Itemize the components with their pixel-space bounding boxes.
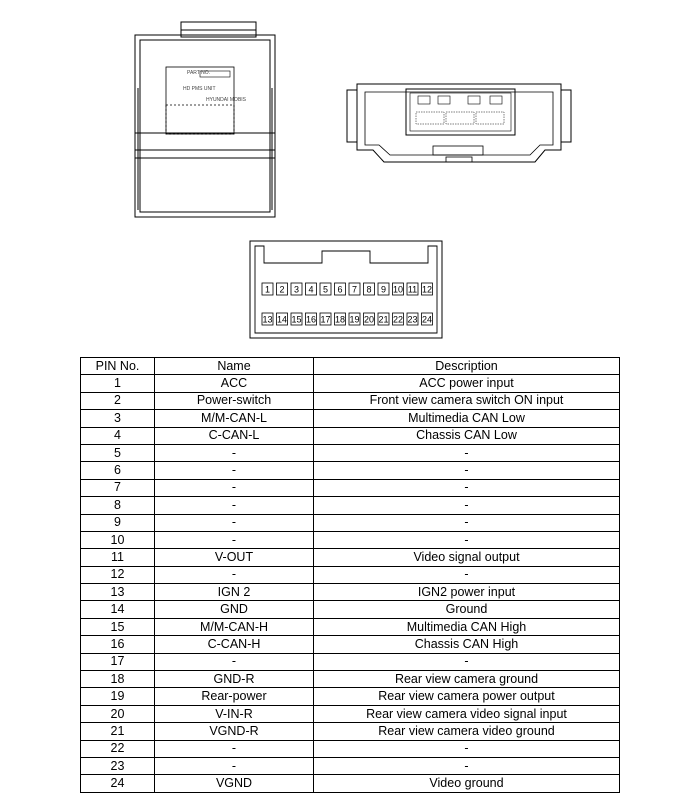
description-cell: Multimedia CAN High (314, 618, 620, 635)
connector-pin (422, 313, 433, 325)
table-row (81, 549, 620, 566)
pin-number: 13 (262, 314, 273, 325)
table-row (81, 723, 620, 740)
pin-number: 14 (276, 314, 288, 325)
name-cell: - (155, 479, 314, 496)
connector-pin (422, 283, 433, 295)
name-cell: VGND (155, 775, 314, 792)
connector-pin (291, 313, 302, 325)
table-row (81, 653, 620, 670)
pin-number: 9 (380, 284, 387, 295)
pin-cell: 19 (81, 688, 155, 705)
table-row (81, 479, 620, 496)
name-cell: C-CAN-H (155, 636, 314, 653)
pin-number: 23 (407, 314, 418, 325)
name-cell: - (155, 514, 314, 531)
name-cell: - (155, 462, 314, 479)
table-row (81, 705, 620, 722)
pin-cell: 9 (81, 514, 155, 531)
description-cell: - (314, 757, 620, 774)
connector-pin (335, 313, 346, 325)
name-cell: - (155, 740, 314, 757)
pin-cell: 4 (81, 427, 155, 444)
part-no-label: PART NO. (187, 70, 211, 76)
connector-top-row (262, 283, 433, 295)
description-cell: - (314, 653, 620, 670)
pin-cell: 8 (81, 497, 155, 514)
connector-pin (335, 283, 346, 295)
name-cell: V-IN-R (155, 705, 314, 722)
pin-number: 2 (279, 284, 285, 295)
pin-number: 5 (322, 284, 329, 295)
pin-cell: 16 (81, 636, 155, 653)
pin-number: 1 (264, 284, 271, 295)
name-cell: - (155, 566, 314, 583)
name-cell: GND (155, 601, 314, 618)
pin-cell: 6 (81, 462, 155, 479)
module-figure (0, 0, 700, 340)
connector-pin (378, 283, 389, 295)
connector-pin (277, 313, 288, 325)
connector-pin (291, 283, 302, 295)
pin-number: 8 (366, 284, 372, 295)
name-cell: Rear-power (155, 688, 314, 705)
table-row (81, 740, 620, 757)
pin-cell: 18 (81, 671, 155, 688)
pin-cell: 5 (81, 444, 155, 461)
table-header-row (81, 358, 620, 375)
pin-number: 22 (392, 314, 404, 325)
name-cell: - (155, 444, 314, 461)
description-cell: - (314, 479, 620, 496)
description-cell: Rear view camera power output (314, 688, 620, 705)
name-cell: GND-R (155, 671, 314, 688)
description-cell: - (314, 531, 620, 548)
description-cell: - (314, 497, 620, 514)
header-name: Name (155, 358, 314, 375)
table-row (81, 671, 620, 688)
table-row (81, 444, 620, 461)
table-row (81, 497, 620, 514)
table-row (81, 514, 620, 531)
pin-cell: 24 (81, 775, 155, 792)
name-cell: M/M-CAN-H (155, 618, 314, 635)
pin-number: 24 (421, 314, 433, 325)
table-row (81, 601, 620, 618)
pin-cell: 3 (81, 410, 155, 427)
pin-cell: 12 (81, 566, 155, 583)
connector-pin (364, 283, 375, 295)
table-row (81, 531, 620, 548)
connector-pin (407, 283, 418, 295)
unit-name-label: HD PMS UNIT (183, 86, 216, 92)
name-cell: C-CAN-L (155, 427, 314, 444)
pin-number: 11 (407, 284, 418, 295)
name-cell: - (155, 653, 314, 670)
maker-label: HYUNDAI MOBIS (206, 97, 247, 103)
connector-pin (320, 283, 331, 295)
name-cell: VGND-R (155, 723, 314, 740)
table-row (81, 757, 620, 774)
description-cell: - (314, 462, 620, 479)
connector-pin (349, 313, 360, 325)
description-cell: - (314, 444, 620, 461)
name-cell: V-OUT (155, 549, 314, 566)
pin-number: 21 (378, 314, 389, 325)
header-pin-no: PIN No. (81, 358, 155, 375)
description-cell: - (314, 740, 620, 757)
unit-side-view (347, 84, 571, 162)
name-cell: - (155, 757, 314, 774)
pin-cell: 23 (81, 757, 155, 774)
pin-cell: 13 (81, 584, 155, 601)
description-cell: Rear view camera video signal input (314, 705, 620, 722)
description-cell: Front view camera switch ON input (314, 392, 620, 409)
description-cell: Rear view camera ground (314, 671, 620, 688)
connector-pin (306, 283, 317, 295)
pin-number: 20 (363, 314, 375, 325)
table-row (81, 410, 620, 427)
pin-number: 4 (308, 284, 314, 295)
table-row (81, 636, 620, 653)
connector-bottom-row (262, 313, 433, 325)
description-cell: - (314, 514, 620, 531)
table-row (81, 566, 620, 583)
description-cell: Video ground (314, 775, 620, 792)
pin-cell: 17 (81, 653, 155, 670)
table-row (81, 392, 620, 409)
module-drawing (0, 0, 700, 340)
connector-pin (378, 313, 389, 325)
description-cell: IGN2 power input (314, 584, 620, 601)
pin-cell: 2 (81, 392, 155, 409)
pin-cell: 21 (81, 723, 155, 740)
name-cell: M/M-CAN-L (155, 410, 314, 427)
description-cell: Chassis CAN High (314, 636, 620, 653)
pin-number: 12 (421, 284, 433, 295)
name-cell: - (155, 531, 314, 548)
name-cell: IGN 2 (155, 584, 314, 601)
pin-number: 15 (291, 314, 302, 325)
description-cell: Ground (314, 601, 620, 618)
pin-cell: 14 (81, 601, 155, 618)
connector-pin (364, 313, 375, 325)
table-row (81, 427, 620, 444)
pin-number: 16 (305, 314, 317, 325)
table-row (81, 618, 620, 635)
connector-pin (393, 313, 404, 325)
description-cell: Rear view camera video ground (314, 723, 620, 740)
connector-pin (320, 313, 331, 325)
pin-cell: 1 (81, 375, 155, 392)
pin-number: 3 (293, 284, 300, 295)
table-row (81, 584, 620, 601)
pin-number: 7 (351, 284, 358, 295)
pin-cell: 15 (81, 618, 155, 635)
pin-cell: 20 (81, 705, 155, 722)
name-cell: - (155, 497, 314, 514)
connector-pin (262, 283, 273, 295)
pin-number: 18 (334, 314, 346, 325)
connector-pin (306, 313, 317, 325)
name-cell: ACC (155, 375, 314, 392)
table-row (81, 462, 620, 479)
unit-top-view (135, 22, 275, 217)
name-cell: Power-switch (155, 392, 314, 409)
table-row (81, 775, 620, 792)
connector-pin (277, 283, 288, 295)
description-cell: - (314, 566, 620, 583)
pin-cell: 10 (81, 531, 155, 548)
description-cell: ACC power input (314, 375, 620, 392)
header-description: Description (314, 358, 620, 375)
description-cell: Chassis CAN Low (314, 427, 620, 444)
connector-pin (393, 283, 404, 295)
connector-pin (407, 313, 418, 325)
table-row (81, 688, 620, 705)
pin-number: 19 (349, 314, 360, 325)
description-cell: Multimedia CAN Low (314, 410, 620, 427)
pin-table (80, 357, 620, 793)
description-cell: Video signal output (314, 549, 620, 566)
pin-cell: 11 (81, 549, 155, 566)
pin-cell: 7 (81, 479, 155, 496)
pin-number: 17 (320, 314, 331, 325)
connector-pin (349, 283, 360, 295)
pin-number: 10 (392, 284, 404, 295)
table-row (81, 375, 620, 392)
connector-pin (262, 313, 273, 325)
pin-cell: 22 (81, 740, 155, 757)
pin-number: 6 (337, 284, 343, 295)
